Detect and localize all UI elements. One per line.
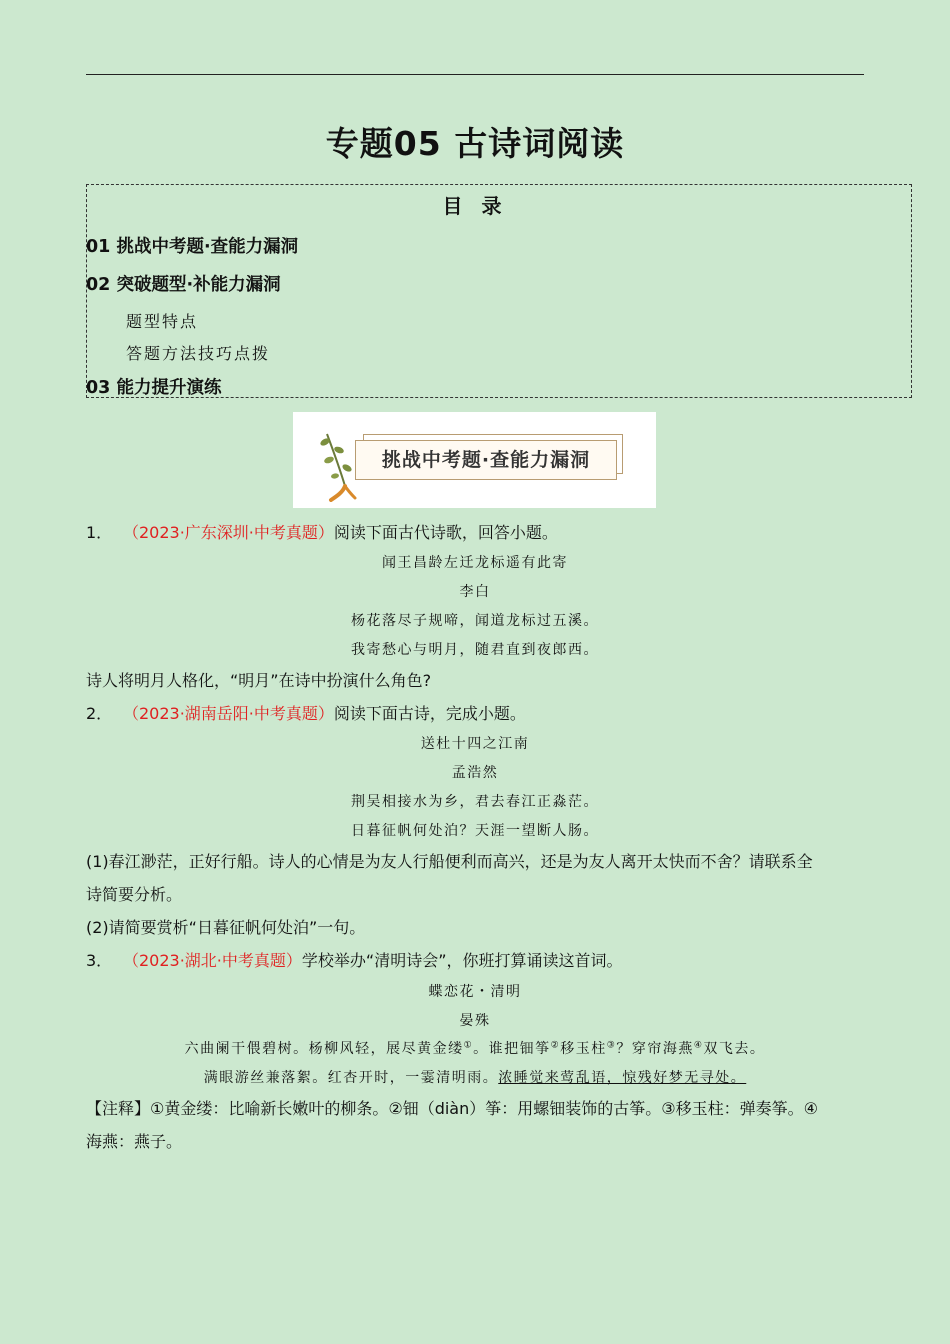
poem-line: 荆吴相接水为乡，君去春江正淼茫。 (351, 794, 599, 810)
footnote-mark: ② (550, 1040, 561, 1051)
page-title: 专题05 古诗词阅读 (325, 124, 625, 163)
toc-heading: 目 录 (442, 194, 508, 218)
annotation-text: ①黄金缕：比喻新长嫩叶的柳条。②钿（diàn）筝：用螺钿装饰的古筝。③移玉柱：弹奏筝。④ (150, 1099, 818, 1118)
question-sub: 诗简要分析。 (86, 885, 183, 904)
question-source: （2023·湖南岳阳·中考真题） (123, 704, 334, 723)
question-1 (86, 520, 558, 543)
annotation-label: 【注释】 (86, 1099, 151, 1118)
question-number: 3． (86, 951, 113, 970)
toc-item-03[interactable]: 03 能力提升演练 (86, 378, 222, 398)
toc-subitem-features[interactable]: 题型特点 (126, 312, 199, 331)
question-prompt: 阅读下面古诗，完成小题。 (333, 704, 526, 723)
poem-underlined-text: 浓睡觉来莺乱语，惊残好梦无寻处。 (498, 1070, 747, 1086)
poem-author: 李白 (459, 584, 491, 600)
question-source: （2023·广东深圳·中考真题） (123, 523, 334, 542)
banner-label: 挑战中考题·查能力漏洞 (381, 449, 591, 471)
footnote-mark: ① (463, 1040, 474, 1051)
footnote-mark: ③ (606, 1040, 617, 1051)
poem-title: 送杜十四之江南 (420, 736, 530, 752)
toc-item-01[interactable]: 01 挑战中考题·查能力漏洞 (86, 237, 299, 257)
poem-line (0, 1067, 950, 1087)
question-prompt: 学校举办“清明诗会”，你班打算诵读这首词。 (301, 951, 623, 970)
question-sub: (1)春江渺茫，正好行船。诗人的心情是为友人行船便利而高兴，还是为友人离开太快而不舍？请联系全 (86, 852, 813, 871)
poem-author: 晏殊 (459, 1013, 491, 1029)
poem-line: 我寄愁心与明月，随君直到夜郎西。 (351, 642, 599, 658)
poem-text: 双飞去。 (703, 1041, 766, 1057)
toc-subitem-methods[interactable]: 答题方法技巧点拨 (126, 344, 271, 363)
question-source: （2023·湖北·中考真题） (123, 951, 302, 970)
footnote-mark: ④ (693, 1040, 704, 1051)
annotation-cont: 海燕：燕子。 (86, 1132, 183, 1151)
poem-title: 闻王昌龄左迁龙标遥有此寄 (382, 555, 568, 571)
poem-line: 杨花落尽子规啼，闻道龙标过五溪。 (351, 613, 599, 629)
poem-text: 六曲阑干偎碧树。杨柳风轻，展尽黄金缕 (184, 1041, 464, 1057)
poem-author: 孟浩然 (451, 765, 499, 781)
question-3 (86, 948, 623, 971)
question-sub: (2)请简要赏析“日暮征帆何处泊”一句。 (86, 918, 366, 937)
question-sub: 诗人将明月人格化，“明月”在诗中扮演什么角色? (86, 671, 432, 690)
top-rule (86, 74, 864, 75)
poem-text: 。谁把钿筝 (473, 1041, 551, 1057)
question-number: 1． (86, 523, 113, 542)
poem-text: ？穿帘海燕 (616, 1041, 694, 1057)
poem-title: 蝶恋花・清明 (428, 984, 522, 1000)
poem-line (0, 1038, 950, 1058)
question-number: 2． (86, 704, 113, 723)
poem-text: 满眼游丝兼落絮。红杏开时，一霎清明雨。 (203, 1070, 499, 1086)
poem-line: 日暮征帆何处泊？天涯一望断人肠。 (351, 823, 599, 839)
annotation (86, 1096, 818, 1119)
section-banner (293, 412, 656, 508)
poem-text: 移玉柱 (560, 1041, 607, 1057)
question-2 (86, 701, 526, 724)
toc-item-02[interactable]: 02 突破题型·补能力漏洞 (86, 275, 281, 295)
question-prompt: 阅读下面古代诗歌，回答小题。 (333, 523, 558, 542)
